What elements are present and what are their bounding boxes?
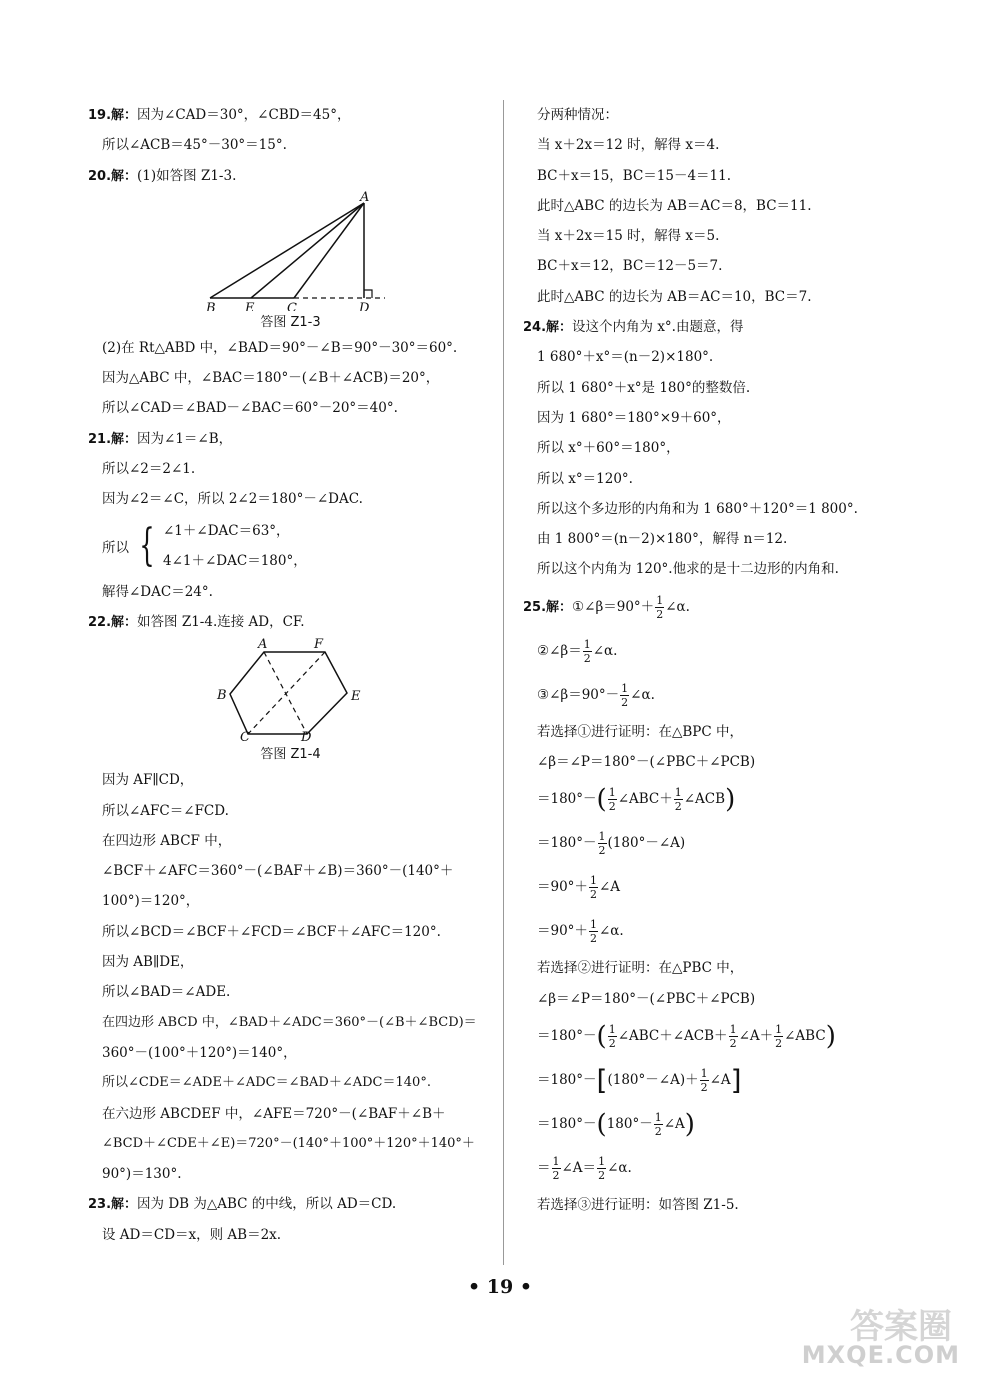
watermark-logo [785,1299,960,1369]
page-number: • 19 • [468,1276,532,1298]
left-paren-icon: ( [596,784,607,815]
q23-text-1: 因为 DB 为△ABC 的中线，所以 AD＝CD. [137,1196,397,1213]
q22-line-6: 100°)＝120°， [102,893,200,910]
q20-line-1 [88,161,493,191]
q25-proof-1-line-4 [537,865,937,909]
q23-number: 23.解： [88,1197,138,1213]
q24-line-7: 所以这个多边形的内角和为 1 680°＋120°＝1 800°. [537,500,858,517]
q4-part-c: ∠α. [607,1159,632,1176]
q25-proof-1-line-3 [537,821,937,865]
frac-num: 1 [674,786,682,800]
q25-proof-2-line-1: ∠β＝∠P＝180°－(∠PBC＋∠PCB) [537,990,756,1007]
left-bracket-icon: [ [596,1063,608,1097]
q23-right-line-2: 当 x＋2x＝12 时，解得 x＝4. [537,137,720,154]
frac-den: 2 [598,844,606,858]
q24-line-4: 因为 1 680°＝180°×9＋60°， [537,409,731,426]
q19-line-1 [88,100,493,130]
p1-part-b: ∠ABC＋ [617,791,673,808]
left-paren-icon: ( [596,1109,607,1140]
q25-line-3 [537,673,937,717]
figure-z1-4-diagram [88,637,493,741]
fig2-label-f: F [314,637,324,653]
q21-line-3: 因为∠2＝∠C，所以 2∠2＝180°－∠DAC. [102,491,363,508]
p4-part-a: ＝90°＋ [537,923,588,940]
figure-z1-3-caption: 答图 Z1-3 [260,314,321,330]
q20-text-1: (1)如答图 Z1-3. [137,167,237,184]
fraction-half [589,874,598,901]
frac-den: 2 [552,1168,560,1182]
q22-number: 22.解： [88,614,138,630]
q1-part-d: ∠ABC [784,1027,826,1044]
fig2-label-d: D [301,730,312,742]
fraction-half [597,1155,606,1182]
brace-icon: { [139,519,155,571]
q25-number: 25.解： [523,599,573,615]
fig2-label-b: B [217,688,227,704]
right-bracket-icon: ] [730,1063,742,1097]
figure-z1-3-diagram [88,191,493,311]
q23-right-line-4: 此时△ABC 的边长为 AB＝AC＝8，BC＝11. [537,197,812,214]
q2-part-a: ＝180°－ [537,1071,597,1088]
q19-text-1: 因为∠CAD＝30°，∠CBD＝45°， [137,107,351,123]
right-paren-icon: ) [684,1109,695,1140]
q21-text-1: 因为∠1＝∠B， [137,430,233,447]
frac-den: 2 [775,1036,783,1050]
frac-num: 1 [598,1154,606,1168]
q23-right-line-5: 当 x＋2x＝15 时，解得 x＝5. [537,228,720,245]
fraction-half [700,1067,709,1094]
q20-line-4: 所以∠CAD＝∠BAD－∠BAC＝60°－20°＝40°. [102,400,398,417]
frac-num: 1 [589,874,597,888]
watermark-top-text: 答案圈 [850,1307,952,1347]
frac-den: 2 [589,888,597,902]
frac-num: 1 [654,1110,662,1124]
p1-part-c: ∠ACB [683,791,726,808]
figure-z1-4 [88,637,493,765]
q24-line-1 [523,312,937,342]
frac-den: 2 [583,651,591,665]
fig2-label-a: A [258,637,268,653]
fig1-label-c: C [287,300,297,311]
fraction-half [774,1023,783,1050]
q25-line-2 [537,629,937,673]
q24-number: 24.解： [523,320,573,336]
q3-part-b: 180°－ [606,1115,653,1132]
fraction-half [608,1023,617,1050]
column-divider [503,100,504,1265]
q24-line-3: 所以 1 680°＋x°是 180°的整数倍. [537,379,751,396]
q23-line-2: 设 AD＝CD＝x，则 AB＝2x. [102,1226,282,1243]
q22-line-3: 所以∠AFC＝∠FCD. [102,802,229,819]
watermark-bottom-text: MXQE.COM [801,1341,960,1369]
frac-num: 1 [656,593,664,607]
fraction-half [583,638,592,665]
p4-part-b: ∠α. [598,923,624,940]
fig2-label-e: E [351,689,361,705]
q25-option-2-b: ∠α. [592,642,618,659]
q22-line-12: 所以∠CDE＝∠ADE＋∠ADC＝∠BAD＋∠ADC＝140°. [102,1075,431,1091]
q21-system-prefix: 所以 [102,539,129,556]
left-paren-icon: ( [596,1021,607,1052]
q1-part-b: ∠ABC＋∠ACB＋ [617,1027,728,1044]
frac-num: 1 [583,637,591,651]
q25-option-1-a: ①∠β＝90°＋ [572,598,655,615]
frac-den: 2 [608,1036,616,1050]
frac-num: 1 [621,681,629,695]
frac-num: 1 [589,918,597,932]
q22-line-1 [88,607,493,637]
q3-part-a: ＝180°－ [537,1115,597,1132]
fraction-half [729,1023,738,1050]
figure-z1-4-caption: 答图 Z1-4 [260,747,321,763]
q25-proof-3-intro: 若选择③进行证明：如答图 Z1-5. [537,1196,739,1213]
q22-line-4: 在四边形 ABCF 中， [102,832,232,849]
fraction-half [620,682,629,709]
q22-line-10: 在四边形 ABCD 中，∠BAD＋∠ADC＝360°－(∠B＋∠BCD)＝ [102,1014,477,1030]
q25-option-1-b: ∠α. [665,598,690,615]
q21-system-lines [163,516,307,576]
frac-num: 1 [700,1066,708,1080]
q2-part-b: (180°－∠A)＋ [607,1071,699,1088]
fraction-half [598,830,607,857]
q22-line-2: 因为 AF∥CD， [102,772,194,789]
q2-part-c: ∠A [709,1071,731,1088]
q22-text-1: 如答图 Z1-4.连接 AD，CF. [137,613,305,630]
q25-option-3-b: ∠α. [630,686,655,703]
frac-num: 1 [552,1154,560,1168]
q25-proof-1-intro: 若选择①进行证明：在△BPC 中， [537,723,744,740]
fig1-label-d: D [359,300,370,311]
frac-num: 1 [608,1022,616,1036]
p3-part-a: ＝90°＋ [537,879,588,896]
q21-line-4: 解得∠DAC＝24°. [102,583,213,600]
frac-den: 2 [654,1124,662,1138]
q25-proof-2-line-2 [537,1014,937,1058]
frac-num: 1 [608,786,616,800]
q22-line-9: 所以∠BAD＝∠ADE. [102,984,231,1001]
q21-system-eq-1: ∠1＋∠DAC＝63°， [163,522,290,539]
fraction-half [589,918,598,945]
q25-line-1 [523,585,937,629]
frac-den: 2 [729,1036,737,1050]
q25-proof-2-line-4 [537,1102,937,1146]
q25-proof-1-line-2 [537,777,937,821]
right-paren-icon: ) [825,1021,836,1052]
q22-line-11: 360°－(100°＋120°)＝140°， [102,1044,297,1061]
frac-den: 2 [608,800,616,814]
q21-line-1 [88,424,493,454]
q25-proof-1-line-1: ∠β＝∠P＝180°－(∠PBC＋∠PCB) [537,754,756,771]
q22-line-15: 90°)＝130°. [102,1166,182,1183]
q1-part-a: ＝180°－ [537,1027,597,1044]
q25-proof-2-intro: 若选择②进行证明：在△PBC 中， [537,960,744,977]
p2-part-a: ＝180°－ [537,835,597,852]
frac-den: 2 [700,1080,708,1094]
fig2-label-c: C [240,730,250,742]
q25-option-2-a: ②∠β＝ [537,642,582,659]
q22-line-5: ∠BCF＋∠AFC＝360°－(∠BAF＋∠B)＝360°－(140°＋ [102,863,454,880]
q24-line-8: 由 1 800°＝(n－2)×180°，解得 n＝12. [537,531,788,548]
frac-num: 1 [729,1022,737,1036]
q3-part-c: ∠A [663,1115,685,1132]
q24-text-1: 设这个内角为 x°.由题意，得 [572,319,744,336]
p3-part-b: ∠A [598,879,620,896]
q23-right-line-1: 分两种情况： [537,107,618,123]
q24-line-6: 所以 x°＝120°. [537,470,633,487]
frac-den: 2 [674,800,682,814]
q25-option-3-a: ③∠β＝90°－ [537,686,620,703]
q23-right-line-6: BC＋x＝12，BC＝12－5＝7. [537,258,723,275]
q21-system-eq-2: 4∠1＋∠DAC＝180°， [163,552,307,569]
frac-den: 2 [656,607,664,621]
q20-line-3: 因为△ABC 中，∠BAC＝180°－(∠B＋∠ACB)＝20°， [102,370,440,387]
q24-line-5: 所以 x°＋60°＝180°， [537,440,680,457]
figure-z1-3 [88,191,493,333]
q23-right-line-7: 此时△ABC 的边长为 AB＝AC＝10，BC＝7. [537,288,812,305]
q21-equation-system [88,515,493,577]
p1-part-a: ＝180°－ [537,791,597,808]
frac-den: 2 [598,1168,606,1182]
q1-part-c: ∠A＋ [738,1027,774,1044]
q23-line-1 [88,1189,493,1219]
frac-den: 2 [589,932,597,946]
q25-proof-2-line-3 [537,1058,937,1102]
q23-right-line-3: BC＋x＝15，BC＝15－4＝11. [537,167,732,184]
q25-proof-1-line-5 [537,909,937,953]
right-column [523,100,937,1220]
q24-line-9: 所以这个内角为 120°.他求的是十二边形的内角和. [537,561,839,578]
frac-num: 1 [598,830,606,844]
q22-line-7: 所以∠BCD＝∠BCF＋∠FCD＝∠BCF＋∠AFC＝120°. [102,923,441,940]
fraction-half [674,786,683,813]
q21-line-2: 所以∠2＝2∠1. [102,461,196,478]
q22-line-8: 因为 AB∥DE， [102,954,194,971]
q22-line-14: ∠BCD＋∠CDE＋∠E)＝720°－(140°＋100°＋120°＋140°＋ [102,1135,475,1151]
q4-part-b: ∠A＝ [561,1159,597,1176]
q19-number: 19.解： [88,108,138,123]
fraction-half [552,1155,561,1182]
q22-line-13: 在六边形 ABCDEF 中，∠AFE＝720°－(∠BAF＋∠B＋ [102,1105,446,1122]
q20-number: 20.解： [88,168,138,184]
frac-den: 2 [621,695,629,709]
q20-line-2: (2)在 Rt△ABD 中，∠BAD＝90°－∠B＝90°－30°＝60°. [102,339,458,356]
right-paren-icon: ) [725,784,736,815]
q19-line-2: 所以∠ACB＝45°－30°＝15°. [102,137,287,154]
fraction-half [655,594,664,621]
frac-num: 1 [775,1022,783,1036]
left-column [88,100,493,1250]
fig1-label-b: B [206,300,216,311]
fig1-label-e: E [245,300,255,311]
q24-line-2: 1 680°＋x°＝(n－2)×180°. [537,349,714,366]
fraction-half [654,1111,663,1138]
fraction-half [608,786,617,813]
q25-proof-2-line-5 [537,1146,937,1190]
fig1-label-a: A [360,190,370,205]
q4-part-a: ＝ [537,1159,551,1176]
q21-number: 21.解： [88,431,138,447]
p2-part-b: (180°－∠A) [607,835,686,852]
